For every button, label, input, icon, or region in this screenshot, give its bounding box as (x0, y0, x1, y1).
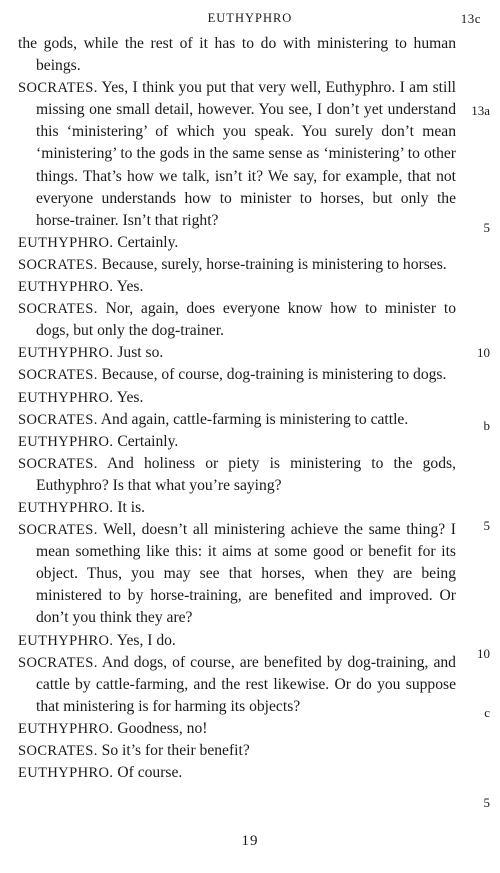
speaker-label: SOCRATES. (18, 80, 98, 97)
speech-socrates: SOCRATES. Nor, again, does everyone know how to minister to dogs, but only the dog-trainer. (18, 300, 456, 340)
speaker-label: EUTHYPHRO. (18, 389, 114, 406)
speaker-label: EUTHYPHRO. (18, 345, 114, 362)
speaker-label: SOCRATES. (18, 455, 98, 472)
running-head (0, 11, 500, 29)
margin-line-number: 10 (477, 646, 490, 661)
speech-socrates: SOCRATES. Because, surely, horse-training is ministering to horses. (18, 255, 447, 273)
speech-euthyphro: EUTHYPHRO. Yes. (18, 388, 144, 406)
speaker-label: SOCRATES. (18, 367, 98, 384)
speaker-label: SOCRATES. (18, 654, 98, 671)
speech-euthyphro: EUTHYPHRO. Yes. (18, 278, 144, 296)
speaker-label: EUTHYPHRO. (18, 433, 114, 450)
speaker-label: EUTHYPHRO. (18, 765, 114, 782)
speaker-label: EUTHYPHRO. (18, 720, 114, 737)
speech-socrates: SOCRATES. And again, cattle-farming is ministering to cattle. (18, 410, 409, 428)
speaker-label: SOCRATES. (18, 301, 98, 318)
speech-socrates: SOCRATES. Yes, I think you put that very well, Euthyphro. I am still missing one small detail, however. You see, I don’t yet understand this ‘ministering’ of which you speak. You surely don’t mean ‘ministering’ to the gods in the same sense as ‘ministering’ to other things. That’s how we talk, isn’t it? We say, for example, that not everyone understands how to minister to horses, but only the horse-trainer. Isn’t that right? (18, 79, 456, 229)
speech-euthyphro: EUTHYPHRO. Of course. (18, 764, 183, 782)
speaker-label: EUTHYPHRO. (18, 234, 114, 251)
margin-section-mark: c (484, 705, 490, 720)
speech-euthyphro: EUTHYPHRO. Certainly. (18, 432, 179, 450)
margin-line-number: 5 (483, 220, 490, 235)
speech-euthyphro: EUTHYPHRO. Just so. (18, 344, 164, 362)
margin-line-number: 5 (483, 518, 490, 533)
speaker-label: SOCRATES. (18, 411, 98, 428)
running-title: EUTHYPHRO (207, 11, 293, 25)
speaker-label: EUTHYPHRO. (18, 279, 114, 296)
speaker-label: EUTHYPHRO. (18, 632, 114, 649)
speaker-label: SOCRATES. (18, 256, 98, 273)
speech-euthyphro: EUTHYPHRO. Certainly. (18, 233, 179, 251)
speech-socrates: SOCRATES. Because, of course, dog-training is ministering to dogs. (18, 366, 447, 384)
margin-section-mark: b (483, 418, 490, 433)
speech-socrates: SOCRATES. So it’s for their benefit? (18, 742, 250, 759)
speaker-label: SOCRATES. (18, 743, 98, 759)
dialogue-text (18, 33, 456, 784)
margin-section-mark: 13a (471, 103, 490, 118)
speech-continued: the gods, while the rest of it has to do with ministering to human beings. (18, 35, 456, 75)
speech-socrates: SOCRATES. And dogs, of course, are benefited by dog-training, and cattle by cattle-farming, and the rest likewise. Or do you suppose that ministering is for harming its objects? (18, 653, 456, 715)
speech-euthyphro: EUTHYPHRO. Goodness, no! (18, 719, 208, 737)
speaker-label: SOCRATES. (18, 522, 98, 539)
margin-line-number: 10 (477, 345, 490, 360)
page-number: 19 (241, 833, 259, 849)
margin-line-number: 5 (483, 795, 490, 810)
speech-euthyphro: EUTHYPHRO. It is. (18, 498, 146, 516)
speaker-label: EUTHYPHRO. (18, 499, 114, 516)
speech-socrates: SOCRATES. Well, doesn’t all ministering achieve the same thing? I mean something like this: it aims at some good or benefit for its object. Thus, you may see that horses, when they are being ministered to by horse-training, are benefited and improved. Or don’t you think they are? (18, 521, 456, 627)
speech-euthyphro: EUTHYPHRO. Yes, I do. (18, 631, 176, 649)
speech-socrates: SOCRATES. And holiness or piety is ministering to the gods, Euthyphro? Is that what you’re saying? (18, 454, 456, 494)
stephanus-reference: 13c (460, 11, 481, 26)
